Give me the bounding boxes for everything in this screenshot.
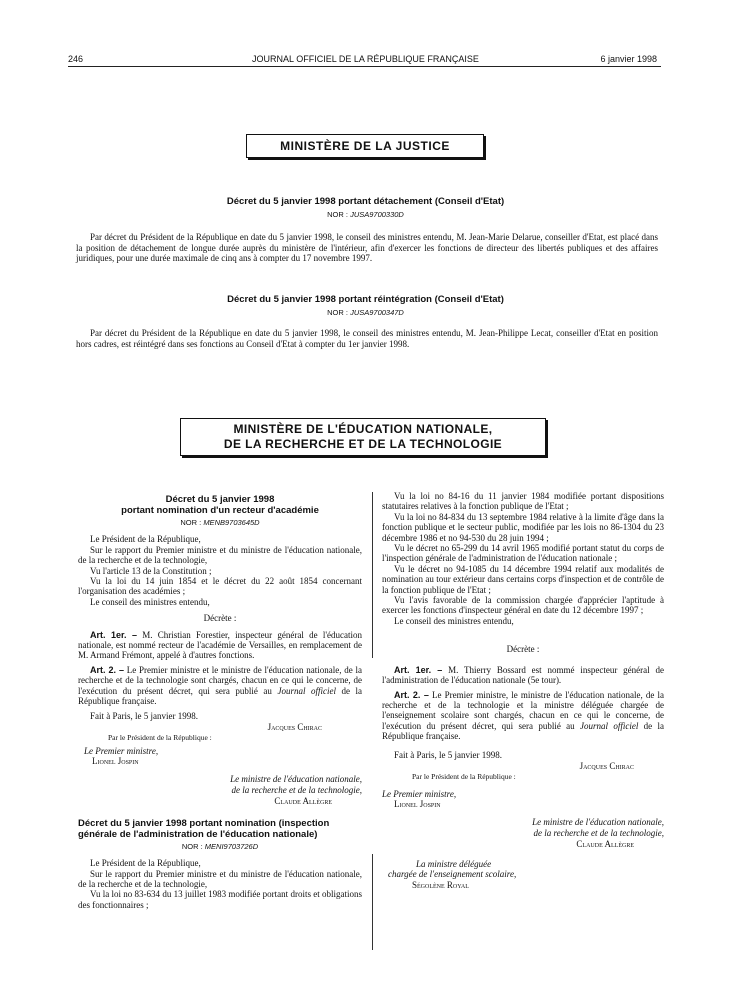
- column-divider: [372, 854, 373, 950]
- decree-inspection-title: Décret du 5 janvier 1998 portant nomination (inspection générale de l'administration de l'éducation nationale): [78, 817, 330, 840]
- visa-line: Le Président de la République,: [90, 858, 201, 869]
- visa-line: Sur le rapport du Premier ministre et du ministre de l'éducation nationale, de la recherche et de la technologie,: [78, 868, 362, 889]
- decree-recteur-title: Décret du 5 janvier 1998 portant nomination d'un recteur d'académie: [121, 494, 319, 516]
- decree-reintegration-nor: NOR : JUSA9700347D: [327, 308, 404, 317]
- ministry-education-box: [180, 418, 546, 456]
- visa-line: Vu le décret no 65-299 du 14 avril 1965 modifié portant statut du corps de l'inspection générale de l'administration de l'éducation nationale ;: [382, 543, 664, 564]
- pm-name: Lionel Jospin: [92, 756, 139, 767]
- minister-name: Claude Allègre: [274, 796, 332, 807]
- decrete-heading: Décrète :: [506, 644, 540, 655]
- minister-title: de la recherche et de la technologie,: [231, 784, 362, 795]
- nor-code: MENI9703726D: [204, 841, 259, 851]
- article-1: Art. 1er. – M. Christian Forestier, inspecteur général de l'éducation nationale, est nommé recteur de l'académie de Versailles, en remplacement de M. Armand Frémont, appelé à d'autres fonctions.: [78, 629, 363, 661]
- nor-code: JUSA9700347D: [350, 308, 404, 317]
- minister-delegate-title: La ministre déléguée: [416, 858, 492, 869]
- decree-recteur-nor: NOR : MENB9703645D: [180, 518, 260, 527]
- nor-code: MENB9703645D: [203, 518, 260, 527]
- visa-line: Vu l'avis favorable de la commission chargée d'apprécier l'aptitude à exercer les fonctions d'inspecteur général en date du 12 décembre 1997 ;: [382, 595, 664, 616]
- signatory-president: Jacques Chirac: [579, 760, 634, 771]
- decree-reintegration-text: Par décret du Président de la République en date du 5 janvier 1998, le conseil des ministres entendu, M. Jean-Philippe Lecat, conseiller d'Etat en position hors cadres, est réintégré dans ses fonctions au Conseil d'Etat à compter du 1er janvier 1998.: [76, 328, 658, 349]
- visa-line: Vu la loi no 84-16 du 11 janvier 1984 modifiée portant dispositions statutaires relatives à la fonction publique de l'Etat ;: [382, 491, 664, 512]
- minister-name: Claude Allègre: [576, 839, 634, 850]
- visa-line: Le conseil des ministres entendu,: [394, 615, 514, 626]
- decree-detachement-title: Décret du 5 janvier 1998 portant détachement (Conseil d'Etat): [226, 196, 505, 207]
- column-divider: [372, 492, 373, 658]
- decree-inspection-nor: NOR : MENI9703726D: [181, 841, 259, 851]
- visa-line: Vu le décret no 94-1085 du 14 décembre 1994 relatif aux modalités de nomination au tour extérieur dans certains corps d'inspection et de contrôle de la fonction publique de l'Etat ;: [382, 563, 664, 595]
- article-1: Art. 1er. – M. Thierry Bossard est nommé inspecteur général de l'administration de l'éducation nationale (5e tour).: [382, 664, 664, 686]
- visa-line: Vu la loi no 84-834 du 13 septembre 1984 relative à la limite d'âge dans la fonction publique et le secteur public, modifiée par les lois no 86-1304 du 23 décembre 1986 et no 94-530 du 28 juin 1994 ;: [382, 511, 664, 543]
- decrete-heading: Décrète :: [203, 613, 237, 624]
- journal-title: JOURNAL OFFICIEL DE LA RÉPUBLIQUE FRANÇAISE: [252, 54, 479, 64]
- fait-a-paris: Fait à Paris, le 5 janvier 1998.: [90, 710, 198, 721]
- visa-line: Sur le rapport du Premier ministre et du ministre de l'éducation nationale, de la recherche et de la technologie,: [78, 544, 362, 566]
- minister-title: Le ministre de l'éducation nationale,: [230, 773, 362, 784]
- minister-title: Le ministre de l'éducation nationale,: [532, 816, 664, 827]
- pm-name: Lionel Jospin: [394, 799, 441, 810]
- ministry-justice-box: [246, 134, 484, 158]
- page-number: 246: [68, 54, 84, 64]
- article-2: Art. 2. – Le Premier ministre et le ministre de l'éducation nationale, de la recherche et de la technologie sont chargés, chacun en ce qui le concerne, de l'exécution du présent décret, qui sera publié au Journal officiel de la République française.: [78, 664, 363, 707]
- left-column: [78, 494, 362, 910]
- visa-line: Vu la loi du 14 juin 1854 et le décret du 22 août 1854 concernant l'organisation des académies ;: [78, 576, 362, 597]
- minister-delegate-name: Ségolène Royal: [412, 879, 469, 890]
- ministry-justice-title: MINISTÈRE DE LA JUSTICE: [280, 139, 450, 153]
- visa-line: Le Président de la République,: [90, 534, 201, 545]
- visa-line: Vu l'article 13 de la Constitution ;: [90, 565, 212, 576]
- pm-title: Le Premier ministre,: [382, 788, 457, 799]
- signatory-president: Jacques Chirac: [267, 721, 322, 732]
- issue-date: 6 janvier 1998: [600, 54, 657, 64]
- par-le-president: Par le Président de la République :: [412, 772, 516, 782]
- decree-detachement-nor: NOR : JUSA9700330D: [327, 210, 404, 219]
- minister-title: de la recherche et de la technologie,: [533, 827, 664, 838]
- ministry-education-line2: DE LA RECHERCHE ET DE LA TECHNOLOGIE: [223, 437, 503, 451]
- header-rule: [68, 66, 661, 67]
- fait-a-paris: Fait à Paris, le 5 janvier 1998.: [394, 749, 502, 760]
- par-le-president: Par le Président de la République :: [108, 733, 212, 743]
- right-column: [382, 491, 664, 890]
- article-2: Art. 2. – Le Premier ministre, le ministre de l'éducation nationale, de la recherche et de la technologie et la ministre déléguée chargée de l'enseignement scolaire sont chargés, chacun en ce qui le concerne, de l'exécution du présent décret, qui sera publié au Journal officiel de la République française.: [382, 689, 665, 742]
- pm-title: Le Premier ministre,: [84, 745, 159, 756]
- minister-delegate-title: chargée de l'enseignement scolaire,: [388, 869, 517, 880]
- ministry-education-line1: MINISTÈRE DE L'ÉDUCATION NATIONALE,: [233, 422, 493, 436]
- decree-reintegration-title: Décret du 5 janvier 1998 portant réintégration (Conseil d'Etat): [227, 294, 504, 305]
- nor-code: JUSA9700330D: [350, 210, 404, 219]
- decree-detachement-text: Par décret du Président de la République en date du 5 janvier 1998, le conseil des ministres entendu, M. Jean-Marie Delarue, conseiller d'Etat, est placé dans la position de détachement de longue durée auprès du ministère de l'intérieur, afin d'exercer les fonctions de directeur des libertés publiques et des affaires juridiques, pour une durée maximale de cinq ans à compter du 17 novembre 1997.: [76, 232, 658, 264]
- visa-line: Vu la loi no 83-634 du 13 juillet 1983 modifiée portant droits et obligations des fonctionnaires ;: [78, 889, 362, 910]
- visa-line: Le conseil des ministres entendu,: [90, 596, 210, 607]
